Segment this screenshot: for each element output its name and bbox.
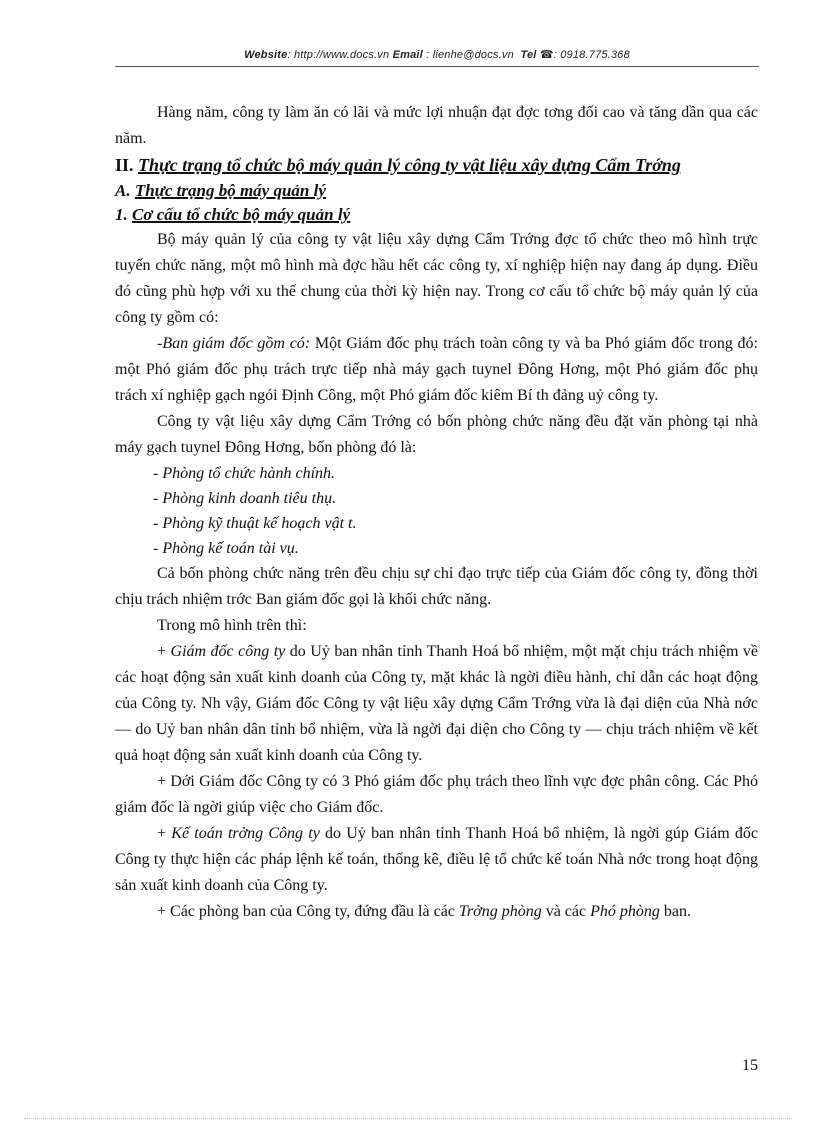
paragraph-departments-role: Cả bốn phòng chức năng trên đều chịu sự chỉ đạo trực tiếp của Giám đốc công ty, đồng thời chịu trách nhiệm trớc Ban giám đốc gọi là khối chức năng. — [115, 565, 758, 608]
heads-text-a: + Các phòng ban của Công ty, đứng đầu là các — [157, 903, 459, 920]
accountant-title: Kế toán trởng Công ty — [171, 825, 320, 842]
subsubsection-heading — [115, 203, 758, 227]
board-text: Một Giám đốc phụ trách toàn công ty và ba Phó giám đốc trong đó: một Phó giám đốc phụ trách trực tiếp nhà máy gạch tuynel Đông Hơng, một Phó giám đốc phụ trách xí nghiệp gạch ngói Định Công, một Phó giám đốc kiêm Bí th đảng uỷ công ty. — [115, 335, 758, 404]
intro-paragraph: Hàng năm, công ty làm ăn có lãi và mức lợi nhuận đạt đợc tơng đối cao và tăng dần qua các năm. — [115, 104, 758, 147]
website-label: Website — [244, 49, 288, 61]
list-item: - Phòng kinh doanh tiêu thụ. — [153, 490, 337, 507]
paragraph-board — [115, 331, 758, 409]
director-bullet: + — [157, 643, 171, 660]
heads-text-c: và các — [541, 903, 591, 920]
paragraph-model-intro: Trong mô hình trên thì: — [157, 617, 307, 634]
subsection-number: A. — [115, 181, 135, 200]
subsubsection-number: 1. — [115, 205, 132, 224]
heads-title-b: Phó phòng — [590, 903, 660, 920]
heads-title-a: Trởng phòng — [458, 903, 542, 920]
paragraph-deputies: + Dới Giám đốc Công ty có 3 Phó giám đốc phụ trách theo lĩnh vực đợc phân công. Các Phó giám đốc là ngời giúp việc cho Giám đốc. — [115, 773, 758, 816]
website-url[interactable]: : http://www.docs.vn — [287, 49, 390, 61]
director-title: Giám đốc công ty — [170, 643, 286, 660]
email-address[interactable]: : lienhe@docs.vn — [422, 49, 514, 61]
tel-number: : 0918.775.368 — [553, 49, 630, 61]
paragraph-departments-heads — [115, 899, 758, 925]
section-number: II. — [115, 155, 139, 175]
board-lead: -Ban giám đốc gồm có: — [157, 335, 311, 352]
page-header — [115, 48, 759, 61]
heads-text-e: ban. — [659, 903, 691, 920]
page-number: 15 — [742, 1057, 758, 1074]
paragraph-departments-intro: Công ty vật liệu xây dựng Cẩm Trớng có bốn phòng chức năng đều đặt văn phòng tại nhà máy gạch tuynel Đông Hơng, bốn phòng đó là: — [115, 413, 758, 456]
section-heading — [115, 152, 758, 179]
email-label: Email — [392, 49, 423, 61]
footer-divider — [24, 1118, 792, 1119]
paragraph-chief-accountant — [115, 821, 758, 899]
paragraph-director — [115, 639, 758, 769]
subsection-heading — [115, 179, 758, 203]
tel-label: Tel — [520, 49, 537, 61]
paragraph-structure: Bộ máy quản lý của công ty vật liệu xây dựng Cẩm Trớng đợc tổ chức theo mô hình trực tuyến chức năng, một mô hình mà đợc hầu hết các công ty, xí nghiệp hiện nay đang áp dụng. Điều đó cũng phù hợp với xu thế chung của thời kỳ hiện nay. Trong cơ cấu tổ chức bộ máy quản lý của công ty gồm có: — [115, 231, 758, 326]
accountant-bullet: + — [157, 825, 172, 842]
accountant-text: do Uỷ ban nhân tỉnh Thanh Hoá bổ nhiệm, là ngời gúp Giám đốc Công ty thực hiện các pháp lệnh kế toán, thống kê, điều lệ tổ chức kế toán Nhà nớc trong hoạt động sản xuất kinh doanh của Công ty. — [115, 825, 759, 894]
list-item: - Phòng kế toán tài vụ. — [153, 540, 299, 557]
subsection-title: Thực trạng bộ máy quản lý — [134, 181, 326, 200]
section-title: Thực trạng tổ chức bộ máy quản lý công ty vật liệu xây dựng Cẩm Trớng — [138, 155, 681, 175]
subsubsection-title: Cơ cấu tổ chức bộ máy quản lý — [132, 205, 351, 224]
header-divider — [115, 66, 759, 67]
phone-icon: ☎ — [539, 49, 554, 61]
director-text: do Uỷ ban nhân tỉnh Thanh Hoá bổ nhiệm, một mặt chịu trách nhiệm về các hoạt động sản xuất kinh doanh của Công ty, mặt khác là ngời điều hành, chỉ dẫn các hoạt động của Công ty. Nh vậy, Giám đốc Công ty vật liệu xây dựng Cẩm Trớng vừa là đại diện của Nhà nớc — do Uỷ ban nhân dân tỉnh bổ nhiệm, vừa là ngời đại diện cho Công ty — chịu trách nhiệm về kết quả hoạt động sản xuất kinh doanh của Công ty. — [115, 643, 758, 764]
list-item: - Phòng kỹ thuật kế hoạch vật t. — [153, 515, 357, 532]
list-item: - Phòng tổ chức hành chính. — [153, 465, 336, 482]
document-body — [115, 100, 758, 925]
